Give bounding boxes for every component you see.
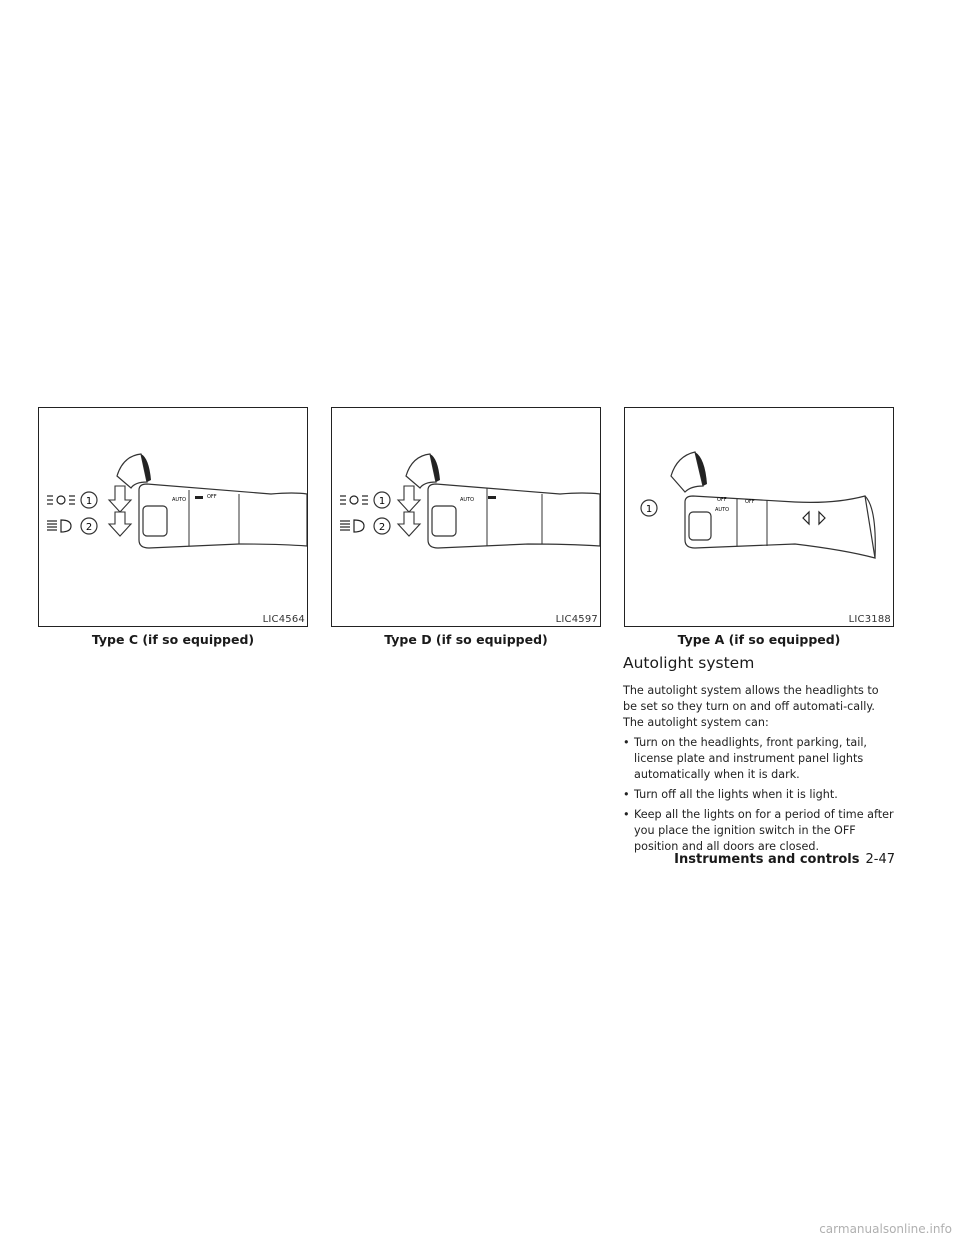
section-title: Autolight system <box>623 654 755 672</box>
stalk-label-off: OFF <box>207 494 217 500</box>
list-item: • Turn on the headlights, front parking, tail, license plate and instrument panel lights automatically when it is dark. <box>623 735 895 783</box>
intro-paragraph: The autolight system allows the headlights to be set so they turn on and off automati-cally. The autolight system can: <box>623 684 879 729</box>
combination-switch-illustration <box>39 408 307 626</box>
figure-caption: Type C (if so equipped) <box>91 632 255 647</box>
headlight-icon <box>340 520 364 532</box>
parking-light-icon <box>340 496 368 504</box>
stalk-label-off: OFF <box>717 497 727 503</box>
figure-type-c <box>38 407 308 627</box>
parking-light-icon <box>47 496 75 504</box>
figure-type-d <box>331 407 601 627</box>
list-item: • Keep all the lights on for a period of time after you place the ignition switch in the OFF position and all doors are closed. <box>623 807 895 855</box>
list-item: • Turn off all the lights when it is light. <box>623 787 895 803</box>
callout-1: 1 <box>85 496 93 507</box>
figure-code: LIC4597 <box>555 614 598 625</box>
callout-2: 2 <box>378 522 386 533</box>
figure-code: LIC3188 <box>848 614 891 625</box>
figure-caption: Type D (if so equipped) <box>384 632 548 647</box>
stalk-label-auto: AUTO <box>715 507 730 513</box>
combination-switch-illustration <box>625 408 893 626</box>
footer-section: Instruments and controls <box>674 852 860 867</box>
bullet-list <box>623 735 895 855</box>
figure-caption: Type A (if so equipped) <box>677 632 841 647</box>
watermark: carmanualsonline.info <box>819 1222 952 1236</box>
callout-1: 1 <box>645 504 653 515</box>
figure-code: LIC4564 <box>262 614 305 625</box>
section-body <box>623 683 895 859</box>
page-number: 2-47 <box>865 852 895 867</box>
combination-switch-illustration <box>332 408 600 626</box>
headlight-icon <box>47 520 71 532</box>
stalk-label-off: OFF <box>745 499 755 505</box>
stalk-label-auto: AUTO <box>172 497 187 503</box>
figure-type-a <box>624 407 894 627</box>
page-footer <box>660 852 895 867</box>
callout-1: 1 <box>378 496 386 507</box>
callout-2: 2 <box>85 522 93 533</box>
stalk-label-auto: AUTO <box>460 497 475 503</box>
